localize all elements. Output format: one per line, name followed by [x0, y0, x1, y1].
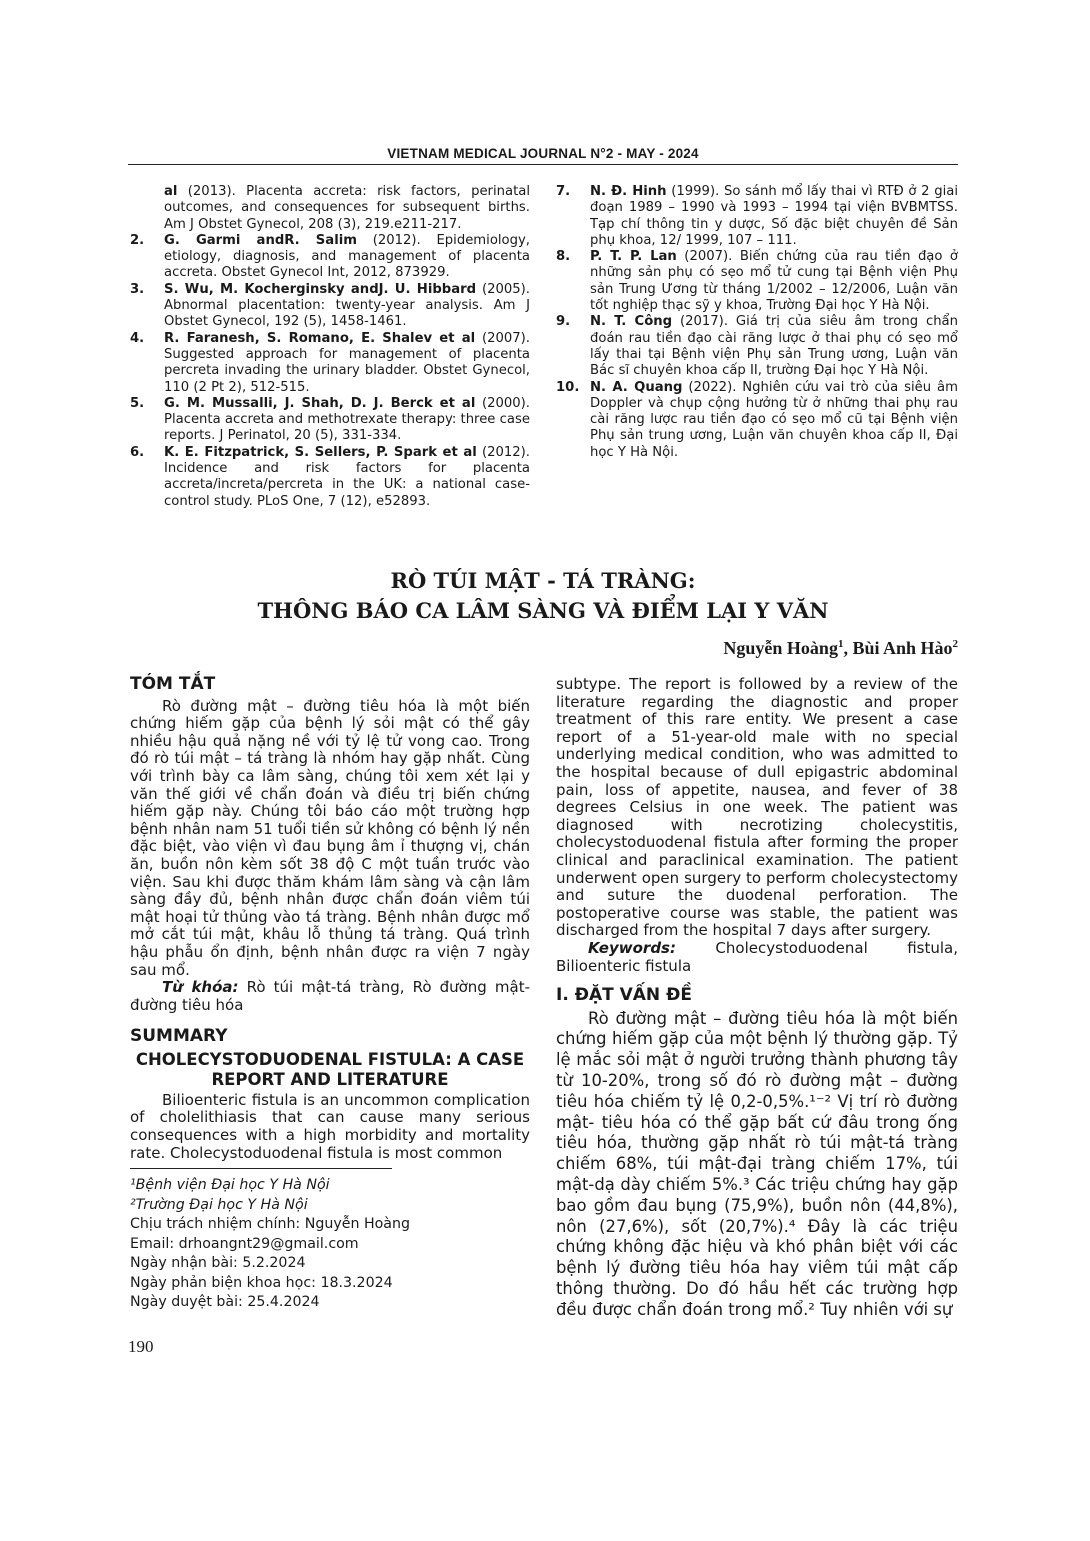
summary-heading: SUMMARY	[130, 1026, 228, 1047]
reference-number: 7.	[556, 184, 571, 199]
reference-authors: G. Garmi andR. Salim	[164, 232, 357, 248]
page-number: 190	[128, 1337, 154, 1356]
running-header: VIETNAM MEDICAL JOURNAL N°2 - MAY - 2024	[387, 146, 699, 161]
intro-paragraph: Rò đường mật – đường tiêu hóa là một biến chứng hiếm gặp của một bệnh lý thường gặp. Tỷ lệ mắc sỏi mật ở người trưởng thành phương tây từ 10-20%, trong số đó rò đường mật – đường tiêu hóa chiếm tỷ lệ 0,2-0,5%.¹⁻² Vị trí rò đường mật- tiêu hóa có thể gặp bất cứ đâu trong ống tiêu hóa, thường gặp nhất rò túi mật-tá tràng chiếm 68%, túi mật-đại tràng chiếm 17%, túi mật-dạ dày chiếm 5%.³ Các triệu chứng hay gặp bao gồm đau bụng (75,9%), buồn nôn (44,8%), nôn (27,6%), sốt (20,7%).⁴ Đây là các triệu chứng không đặc hiệu và khó phân biệt với các bệnh lý đường tiêu hóa hay viêm túi mật cấp thông thường. Do đó hầu hết các trường hợp đều được chẩn đoán trong mổ.² Tuy nhiên với sự	[556, 1008, 958, 1319]
reference-item	[130, 233, 530, 282]
reference-item	[130, 445, 530, 510]
reference-text: (2007). Suggested approach for management of placenta percreta invading the urinary bladder. Obstet Gynecol, 110 (2 Pt 2), 512-515.	[164, 330, 530, 395]
author-email: Email: drhoangnt29@gmail.com	[130, 1235, 359, 1252]
reference-text: (2005). Abnormal placentation: twenty-year analysis. Am J Obstet Gynecol, 192 (5), 1458-1461.	[164, 281, 530, 330]
reference-item	[556, 380, 958, 461]
date-reviewed: Ngày phản biện khoa học: 18.3.2024	[130, 1274, 393, 1291]
references-right	[556, 184, 958, 461]
reference-authors: G. M. Mussalli, J. Shah, D. J. Berck et al	[164, 395, 476, 411]
reference-item	[556, 249, 958, 314]
reference-text: (1999). So sánh mổ lấy thai vì RTĐ ở 2 giai đoạn 1989 – 1990 và 1993 – 1994 tại viện BVBMTSS. Tạp chí thông tin y dược, Số đặc biệt chuyên đề Sản phụ khoa, 12/ 1999, 107 – 111.	[590, 184, 958, 248]
keywords-vi	[130, 979, 530, 1014]
reference-item	[556, 184, 958, 249]
references-left	[130, 184, 530, 510]
article-title-line1: RÒ TÚI MẬT - TÁ TRÀNG:	[390, 568, 696, 593]
body-column-left	[130, 676, 530, 1162]
author-name: Nguyễn Hoàng	[723, 638, 838, 658]
reference-number: 8.	[556, 249, 571, 265]
reference-text: (2012). Epidemiology, etiology, diagnosis, and management of placenta accreta. Obstet Gynecol Int, 2012, 873929.	[164, 232, 530, 281]
reference-number: 2.	[130, 232, 145, 248]
reference-number: 9.	[556, 314, 571, 330]
keywords-label: Từ khóa:	[162, 978, 239, 997]
summary-paragraph: Bilioenteric fistula is an uncommon complication of cholelithiasis that can cause many serious consequences with a high morbidity and mortality rate. Cholecystoduodenal fistula is most common	[130, 1090, 530, 1162]
keywords-label: Keywords:	[588, 938, 676, 957]
author-line	[723, 638, 958, 659]
reference-item	[130, 184, 530, 233]
reference-text: (2007). Biến chứng của rau tiền đạo ở những sản phụ có sẹo mổ tử cung tại Bệnh viện Phụ sản Trung Ương từ tháng 1/2002 – 12/2006, Luận văn tốt nghiệp thạc sỹ y khoa, Trường Đại học Y Hà Nội.	[590, 249, 959, 314]
reference-text: (2000). Placenta accreta and methotrexate therapy: three case reports. J Perinatol, 20 (5), 331-334.	[164, 395, 530, 444]
reference-item	[130, 282, 530, 331]
keywords-en	[556, 940, 958, 975]
keywords-text: Cholecystoduodenal fistula, Bilioenteric fistula	[556, 938, 958, 975]
keywords-text: Rò túi mật-tá tràng, Rò đường mật-đường tiêu hóa	[130, 978, 531, 1014]
article-title-line2: THÔNG BÁO CA LÂM SÀNG VÀ ĐIỂM LẠI Y VĂN	[257, 598, 829, 623]
reference-authors: P. T. P. Lan	[590, 249, 677, 265]
footnote-rule	[130, 1168, 392, 1169]
responsible-author: Chịu trách nhiệm chính: Nguyễn Hoàng	[130, 1216, 411, 1232]
reference-item	[130, 331, 530, 396]
summary-paragraph-continued: subtype. The report is followed by a review of the literature regarding the diagnostic and proper treatment of this rare entity. We present a case report of a 51-year-old male with no special underlying medical condition, who was admitted to the hospital because of dull epigastric abdominal pain, loss of appetite, nausea, and fever of 38 degrees Celsius in one week. The patient was diagnosed with necrotizing cholecystitis, cholecystoduodenal fistula after forming the proper clinical and paraclinical examination. The patient underwent open surgery to perform cholecystectomy and suture the duodenal perforation. The postoperative course was stable, the patient was discharged from the hospital 7 days after surgery.	[556, 675, 958, 940]
footnotes	[130, 1176, 530, 1313]
reference-authors: N. A. Quang	[590, 379, 683, 395]
date-accepted: Ngày duyệt bài: 25.4.2024	[130, 1294, 320, 1310]
summary-title: CHOLECYSTODUODENAL FISTULA: A CASE REPORT AND LITERATURE	[135, 1049, 525, 1089]
reference-authors: N. Đ. Hinh	[590, 184, 667, 199]
reference-number: 4.	[130, 330, 145, 346]
affiliation-1: ¹Bệnh viện Đại học Y Hà Nội	[130, 1177, 330, 1193]
reference-item	[556, 314, 958, 379]
author-separator: ,	[843, 638, 853, 658]
body-column-right	[556, 676, 958, 1321]
abstract-paragraph: Rò đường mật – đường tiêu hóa là một biến chứng hiếm gặp của bệnh lý sỏi mật có thể gây nhiều hậu quả nặng nề với tỷ lệ tử vong cao. Trong đó rò túi mật – tá tràng là nhóm hay gặp nhất. Cùng với trình bày ca lâm sàng, chúng tôi xem xét lại y văn thế giới về chẩn đoán và điều trị biến chứng hiếm gặp này. Chúng tôi báo cáo một trường hợp bệnh nhân nam 51 tuổi tiền sử không có bệnh lý nền đặc biệt, vào viện vì đau bụng âm ỉ thượng vị, chán ăn, buồn nôn kèm sốt 38 độ C một tuần trước vào viện. Sau khi được thăm khám lâm sàng và cận lâm sàng đầy đủ, bệnh nhân được chẩn đoán viêm túi mật hoại tử thủng vào tá tràng. Bệnh nhân được mổ mở cắt túi mật, khâu lỗ thủng tá tràng. Quá trình hậu phẫu ổn định, bệnh nhân được ra viện 7 ngày sau mổ.	[130, 696, 530, 979]
reference-authors: S. Wu, M. Kocherginsky andJ. U. Hibbard	[164, 281, 477, 297]
author-name: Bùi Anh Hào	[852, 638, 953, 658]
intro-heading: I. ĐẶT VẤN ĐỀ	[556, 985, 692, 1006]
author-affiliation-mark: 1	[837, 638, 844, 650]
reference-number: 3.	[130, 281, 145, 297]
reference-authors: N. T. Công	[590, 314, 673, 330]
affiliation-2: ²Trường Đại học Y Hà Nội	[130, 1196, 308, 1213]
reference-number: 10.	[556, 379, 580, 395]
reference-text: (2012). Incidence and risk factors for placenta accreta/increta/percreta in the UK: a national case-control study. PLoS One, 7 (12), e52893.	[164, 444, 530, 509]
reference-number: 5.	[130, 395, 145, 411]
reference-number: 6.	[130, 444, 145, 460]
reference-text: (2022). Nghiên cứu vai trò của siêu âm Doppler và chụp cộng hưởng từ ở những thai phụ rau cài răng lược rau tiền đạo có sẹo mổ cũ tại Bệnh viện Phụ sản trung ương, Luận văn chuyên khoa cấp II, Đại học Y Hà Nội.	[590, 379, 958, 460]
reference-text: (2013). Placenta accreta: risk factors, perinatal outcomes, and consequences for subsequent births. Am J Obstet Gynecol, 208 (3), 219.e211-217.	[164, 184, 530, 232]
reference-text: (2017). Giá trị của siêu âm trong chẩn đoán rau tiền đạo cài răng lược ở thai phụ có sẹo mổ lấy thai tại Bệnh viện Phụ sản Trung ương, Luận văn Bác sĩ chuyên khoa cấp II, trường Đại học Y Hà Nội.	[590, 314, 958, 379]
abstract-heading: TÓM TẮT	[130, 674, 216, 694]
reference-authors: al	[164, 184, 178, 199]
reference-authors: R. Faranesh, S. Romano, E. Shalev et al	[164, 330, 476, 346]
author-affiliation-mark: 2	[952, 638, 958, 650]
date-received: Ngày nhận bài: 5.2.2024	[130, 1255, 306, 1271]
reference-authors: K. E. Fitzpatrick, S. Sellers, P. Spark et al	[164, 444, 477, 460]
header-rule	[128, 164, 958, 165]
reference-item	[130, 396, 530, 445]
